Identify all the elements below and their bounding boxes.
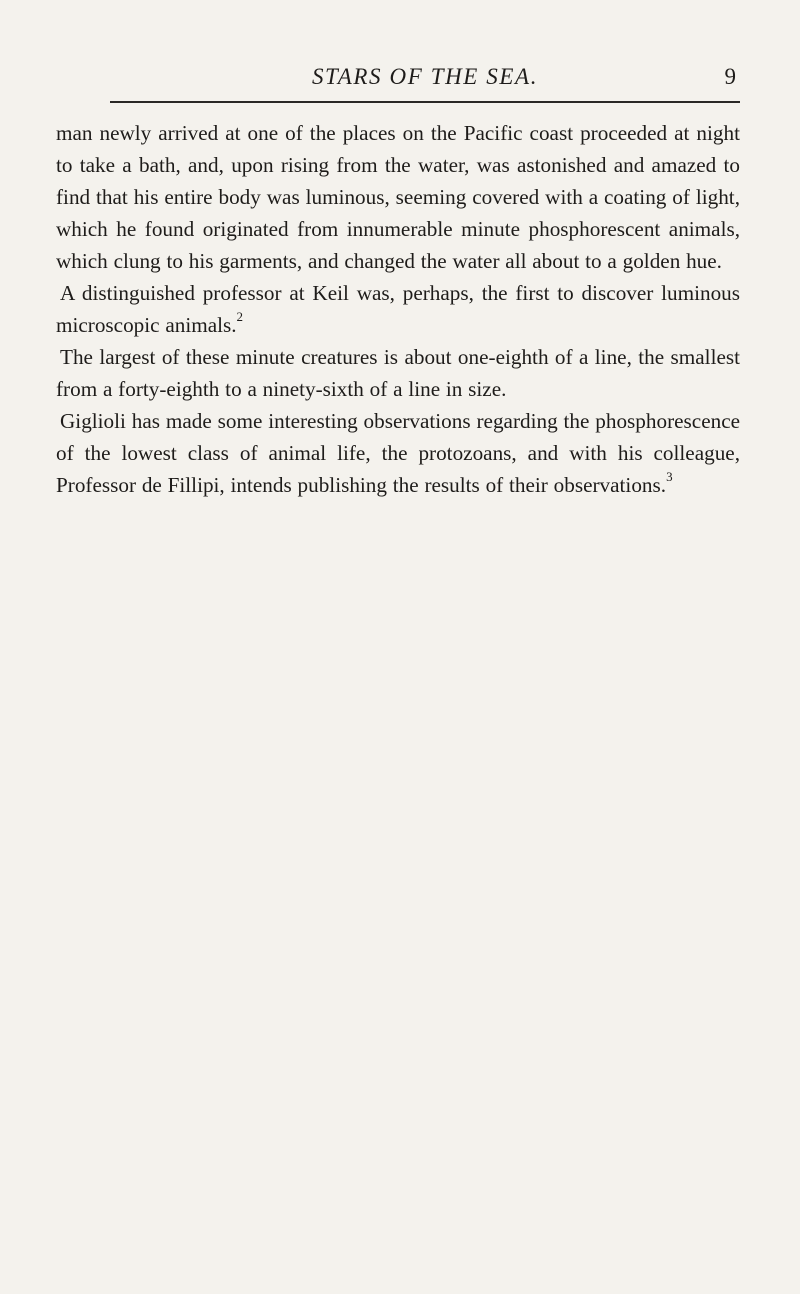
page-number: 9 [724, 64, 736, 89]
footnote-ref-3: 3 [666, 468, 673, 484]
paragraph-4 [56, 405, 740, 501]
paragraph-3 [56, 341, 740, 405]
paragraph-3-text: The largest of these minute creatures is about one-eighth of a line, the smallest from a forty-eighth to a ninety-sixth of a line in size. [56, 345, 740, 401]
paragraph-2-text: A distinguished professor at Keil was, perhaps, the first to discover luminous microscopic animals. [56, 281, 740, 337]
paragraph-4-text: Giglioli has made some interesting observations regarding the phosphorescence of the lowest class of animal life, the protozoans, and with his colleague, Professor de Fillipi, intends publishing the results of their observations. [56, 409, 740, 497]
running-title: STARS OF THE SEA. [311, 64, 539, 89]
footnote-ref-2: 2 [236, 308, 244, 324]
paragraph-2 [56, 277, 740, 341]
paragraph-1-text: man newly arrived at one of the places on the Pacific coast proceeded at night to take a bath, and, upon rising from the water, was astonished and amazed to find that his entire body was luminous, seeming covered with a coating of light, which he found originated from innumerable minute phosphorescent animals, which clung to his garments, and changed the water all about to a golden hue. [56, 121, 740, 273]
paragraph-1 [56, 117, 740, 277]
header-rule [110, 101, 740, 103]
body-text [56, 117, 740, 501]
running-head [110, 62, 740, 94]
